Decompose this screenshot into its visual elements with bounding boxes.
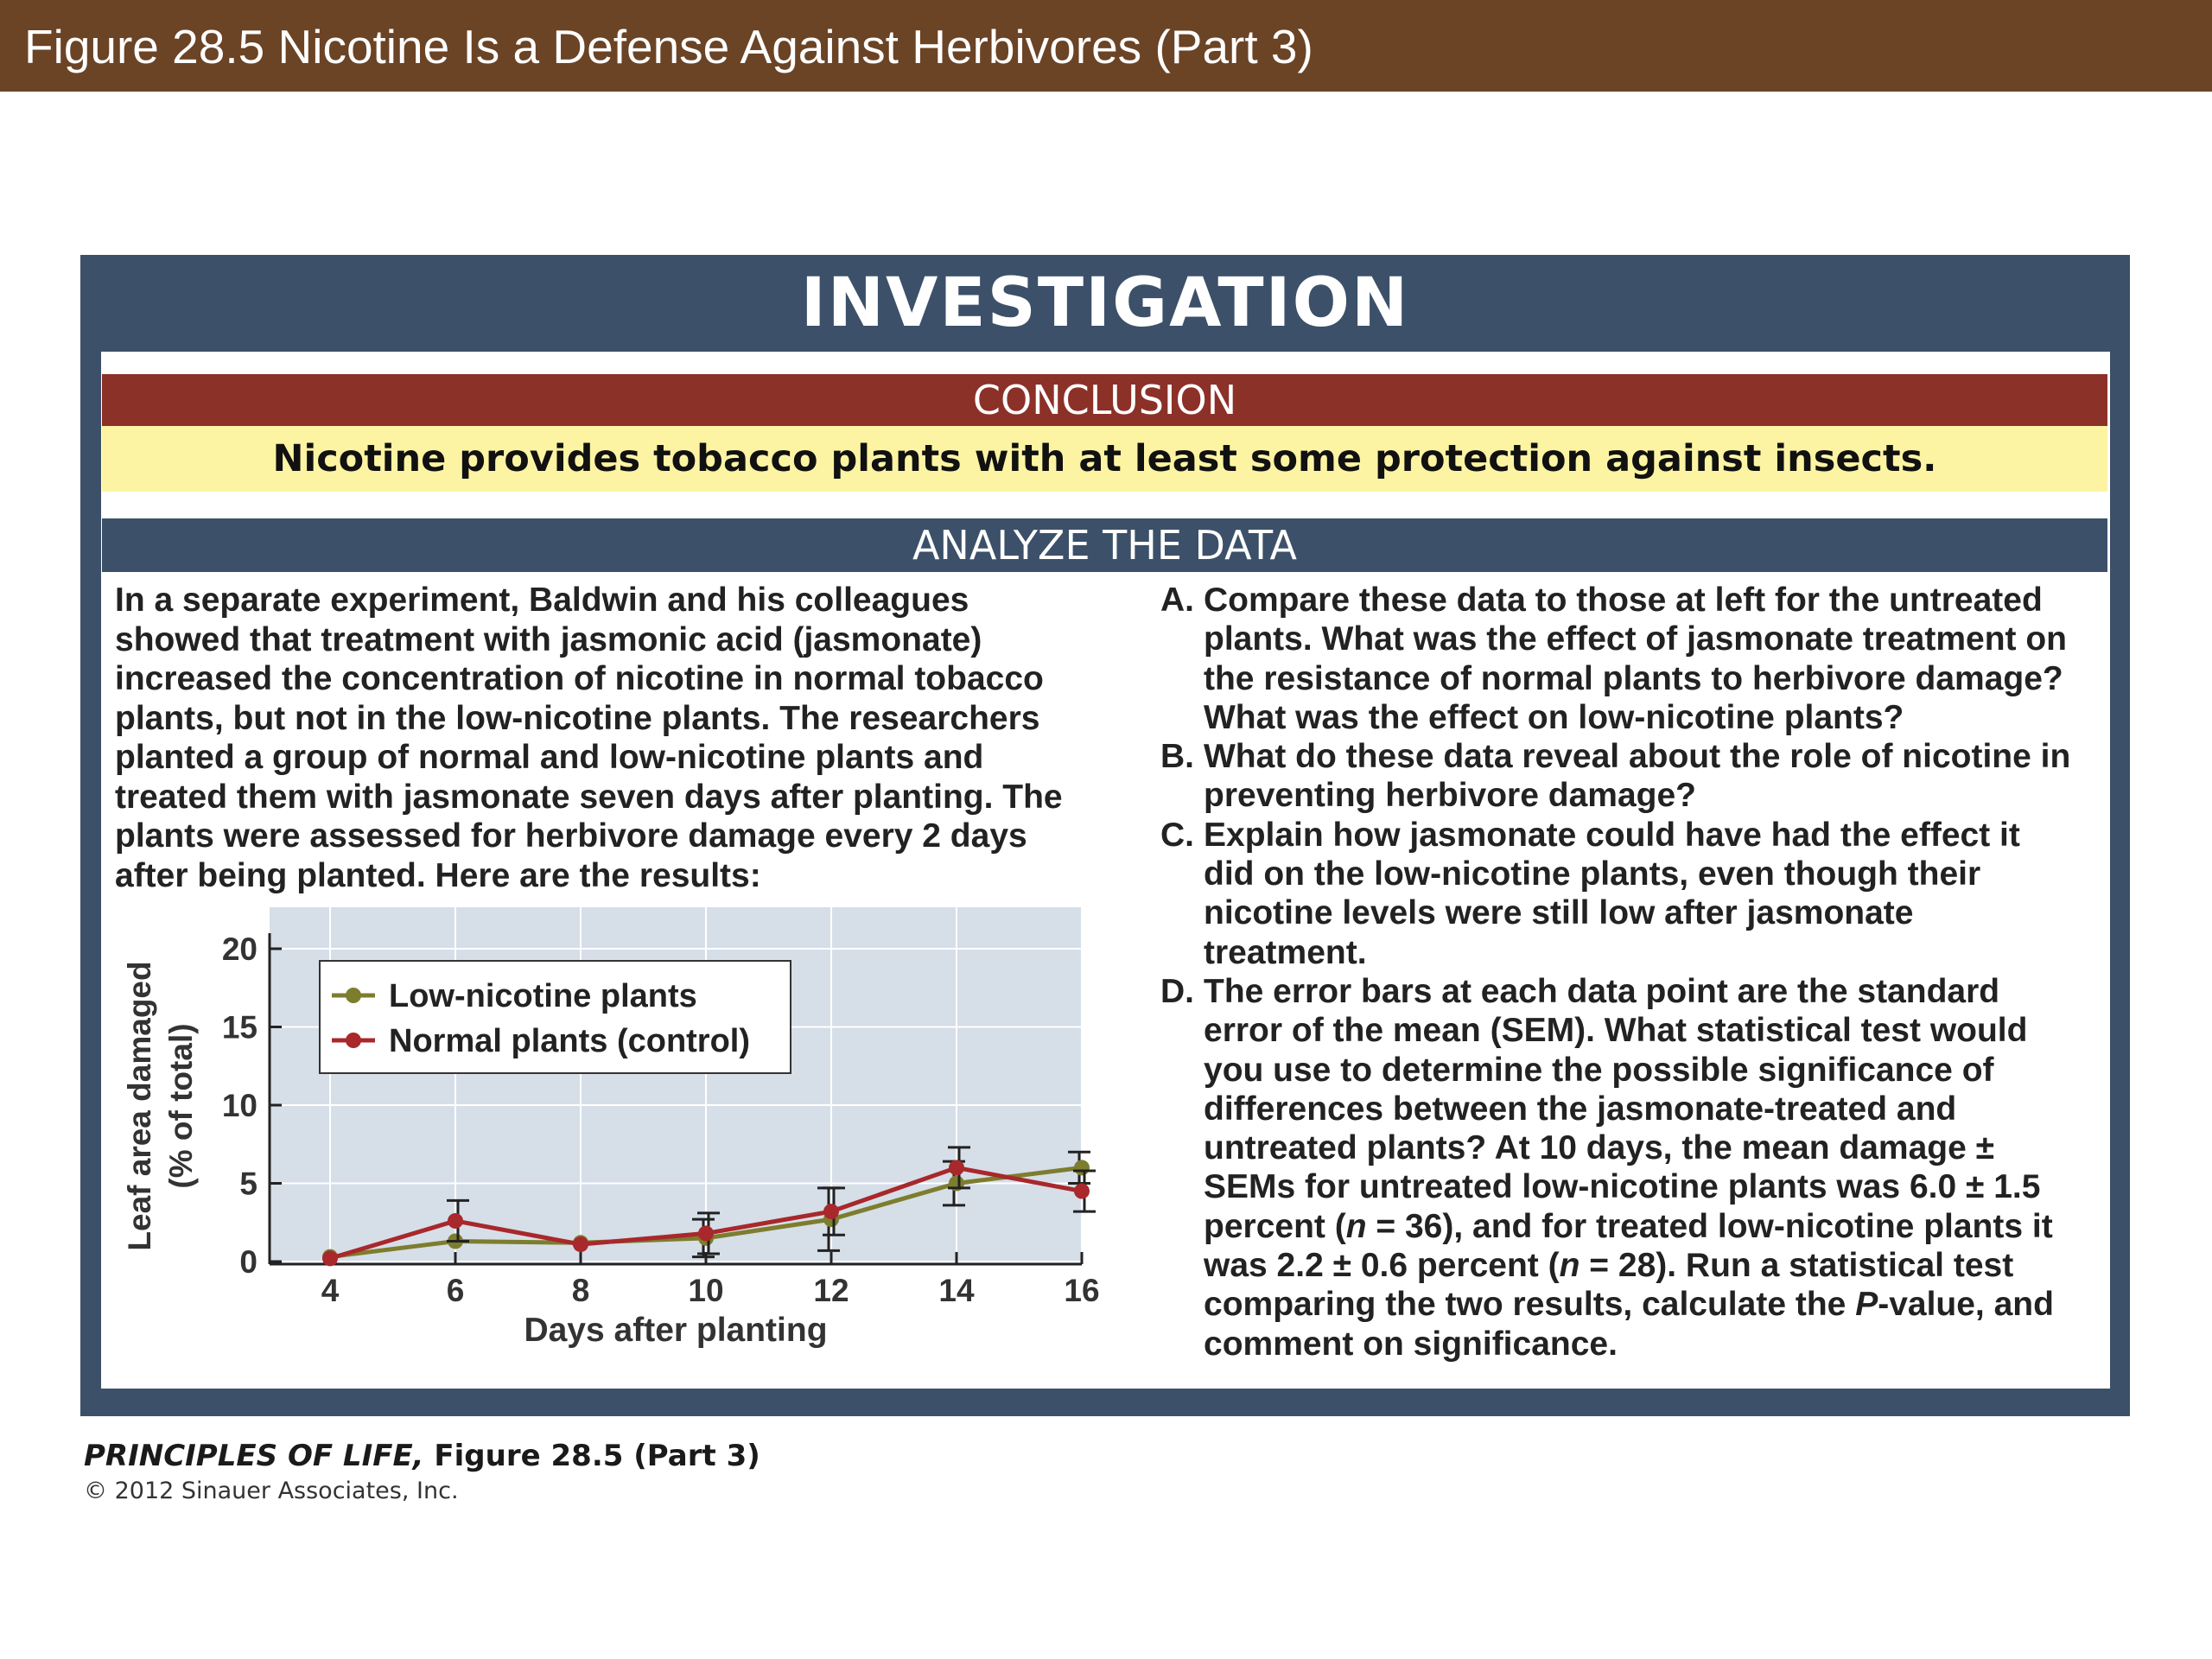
y-tick-label: 5 bbox=[239, 1166, 257, 1202]
question-line: What do these data reveal about the role of nicotine in bbox=[1204, 738, 2071, 776]
question-line: you use to determine the possible significance of bbox=[1204, 1051, 1994, 1089]
data-point bbox=[322, 1250, 338, 1266]
footer-book-title bbox=[84, 1439, 760, 1473]
footer-book-italic: PRINCIPLES OF LIFE, bbox=[84, 1439, 424, 1473]
intro-line: increased the concentration of nicotine in normal tobacco bbox=[115, 660, 1044, 697]
question-line: did on the low-nicotine plants, even though their bbox=[1204, 855, 1981, 893]
legend-swatch-marker bbox=[346, 1033, 361, 1048]
data-point bbox=[823, 1204, 839, 1219]
investigation-header: INVESTIGATION bbox=[800, 264, 1410, 342]
legend-label: Normal plants (control) bbox=[389, 1023, 751, 1059]
intro-line: plants were assessed for herbivore damage every 2 days bbox=[115, 817, 1027, 855]
analyze-header: ANALYZE THE DATA bbox=[102, 518, 2107, 572]
question-line: was 2.2 ± 0.6 percent (n = 28). Run a statistical test bbox=[1204, 1247, 2014, 1285]
x-tick-label: 10 bbox=[688, 1273, 724, 1308]
x-tick-label: 12 bbox=[813, 1273, 849, 1308]
x-tick-label: 6 bbox=[446, 1273, 465, 1308]
question-line: differences between the jasmonate-treated and bbox=[1204, 1090, 1957, 1128]
question-line: comment on significance. bbox=[1204, 1325, 1618, 1363]
question-line: Compare these data to those at left for the untreated bbox=[1204, 582, 2043, 619]
x-tick-label: 16 bbox=[1064, 1273, 1100, 1308]
question-line: What was the effect on low-nicotine plants? bbox=[1204, 698, 1904, 736]
question-line: The error bars at each data point are the standard bbox=[1204, 972, 2000, 1010]
intro-line: treated them with jasmonate seven days after planting. The bbox=[115, 778, 1063, 816]
footer-copyright: © 2012 Sinauer Associates, Inc. bbox=[84, 1478, 459, 1504]
intro-line: showed that treatment with jasmonic acid (jasmonate) bbox=[115, 620, 982, 658]
x-axis-title: Days after planting bbox=[524, 1312, 828, 1349]
x-tick-label: 14 bbox=[938, 1273, 975, 1308]
y-tick-label: 15 bbox=[221, 1009, 257, 1046]
data-point bbox=[698, 1225, 714, 1241]
question-line: the resistance of normal plants to herbivore damage? bbox=[1204, 659, 2063, 697]
question-line: Explain how jasmonate could have had the effect it bbox=[1204, 816, 2020, 854]
question-line: preventing herbivore damage? bbox=[1204, 777, 1696, 815]
intro-line: after being planted. Here are the results: bbox=[115, 856, 761, 894]
question-label: B. bbox=[1160, 738, 1194, 776]
x-tick-label: 4 bbox=[321, 1273, 340, 1308]
y-tick-label: 10 bbox=[221, 1088, 257, 1123]
question-label: C. bbox=[1160, 816, 1194, 854]
question-line: SEMs for untreated low-nicotine plants was 6.0 ± 1.5 bbox=[1204, 1168, 2041, 1206]
question-line: comparing the two results, calculate the P-value, and bbox=[1204, 1286, 2054, 1324]
data-point bbox=[448, 1213, 463, 1229]
question-label: D. bbox=[1160, 972, 1194, 1010]
intro-line: plants, but not in the low-nicotine plants. The researchers bbox=[115, 699, 1040, 737]
data-point bbox=[1074, 1160, 1090, 1175]
question-line: untreated plants? At 10 days, the mean damage ± bbox=[1204, 1129, 1995, 1167]
question-line: error of the mean (SEM). What statistical test would bbox=[1204, 1012, 2028, 1050]
conclusion-header: CONCLUSION bbox=[102, 374, 2107, 426]
question-line: percent (n = 36), and for treated low-nicotine plants it bbox=[1204, 1207, 2053, 1245]
data-point bbox=[573, 1236, 588, 1252]
footer-book-rest: Figure 28.5 (Part 3) bbox=[423, 1439, 760, 1473]
y-tick-label: 0 bbox=[239, 1244, 257, 1280]
y-axis-subtitle: (% of total) bbox=[163, 1023, 199, 1189]
slide-title: Figure 28.5 Nicotine Is a Defense Against Herbivores (Part 3) bbox=[24, 20, 1313, 73]
x-tick-label: 8 bbox=[571, 1273, 590, 1308]
conclusion-text: Nicotine provides tobacco plants with at least some protection against insects. bbox=[102, 426, 2107, 492]
y-tick-label: 20 bbox=[221, 931, 257, 967]
question-label: A. bbox=[1160, 582, 1194, 619]
intro-line: planted a group of normal and low-nicotine plants and bbox=[115, 739, 984, 776]
intro-line: In a separate experiment, Baldwin and his colleagues bbox=[115, 582, 969, 619]
legend-label: Low-nicotine plants bbox=[389, 978, 697, 1014]
question-line: plants. What was the effect of jasmonate treatment on bbox=[1204, 620, 2067, 658]
legend-swatch-marker bbox=[346, 988, 361, 1003]
data-point bbox=[1074, 1184, 1090, 1199]
question-line: nicotine levels were still low after jasmonate bbox=[1204, 894, 1914, 932]
question-line: treatment. bbox=[1204, 933, 1367, 971]
data-point bbox=[949, 1160, 964, 1175]
y-axis-title: Leaf area damaged bbox=[122, 961, 157, 1251]
